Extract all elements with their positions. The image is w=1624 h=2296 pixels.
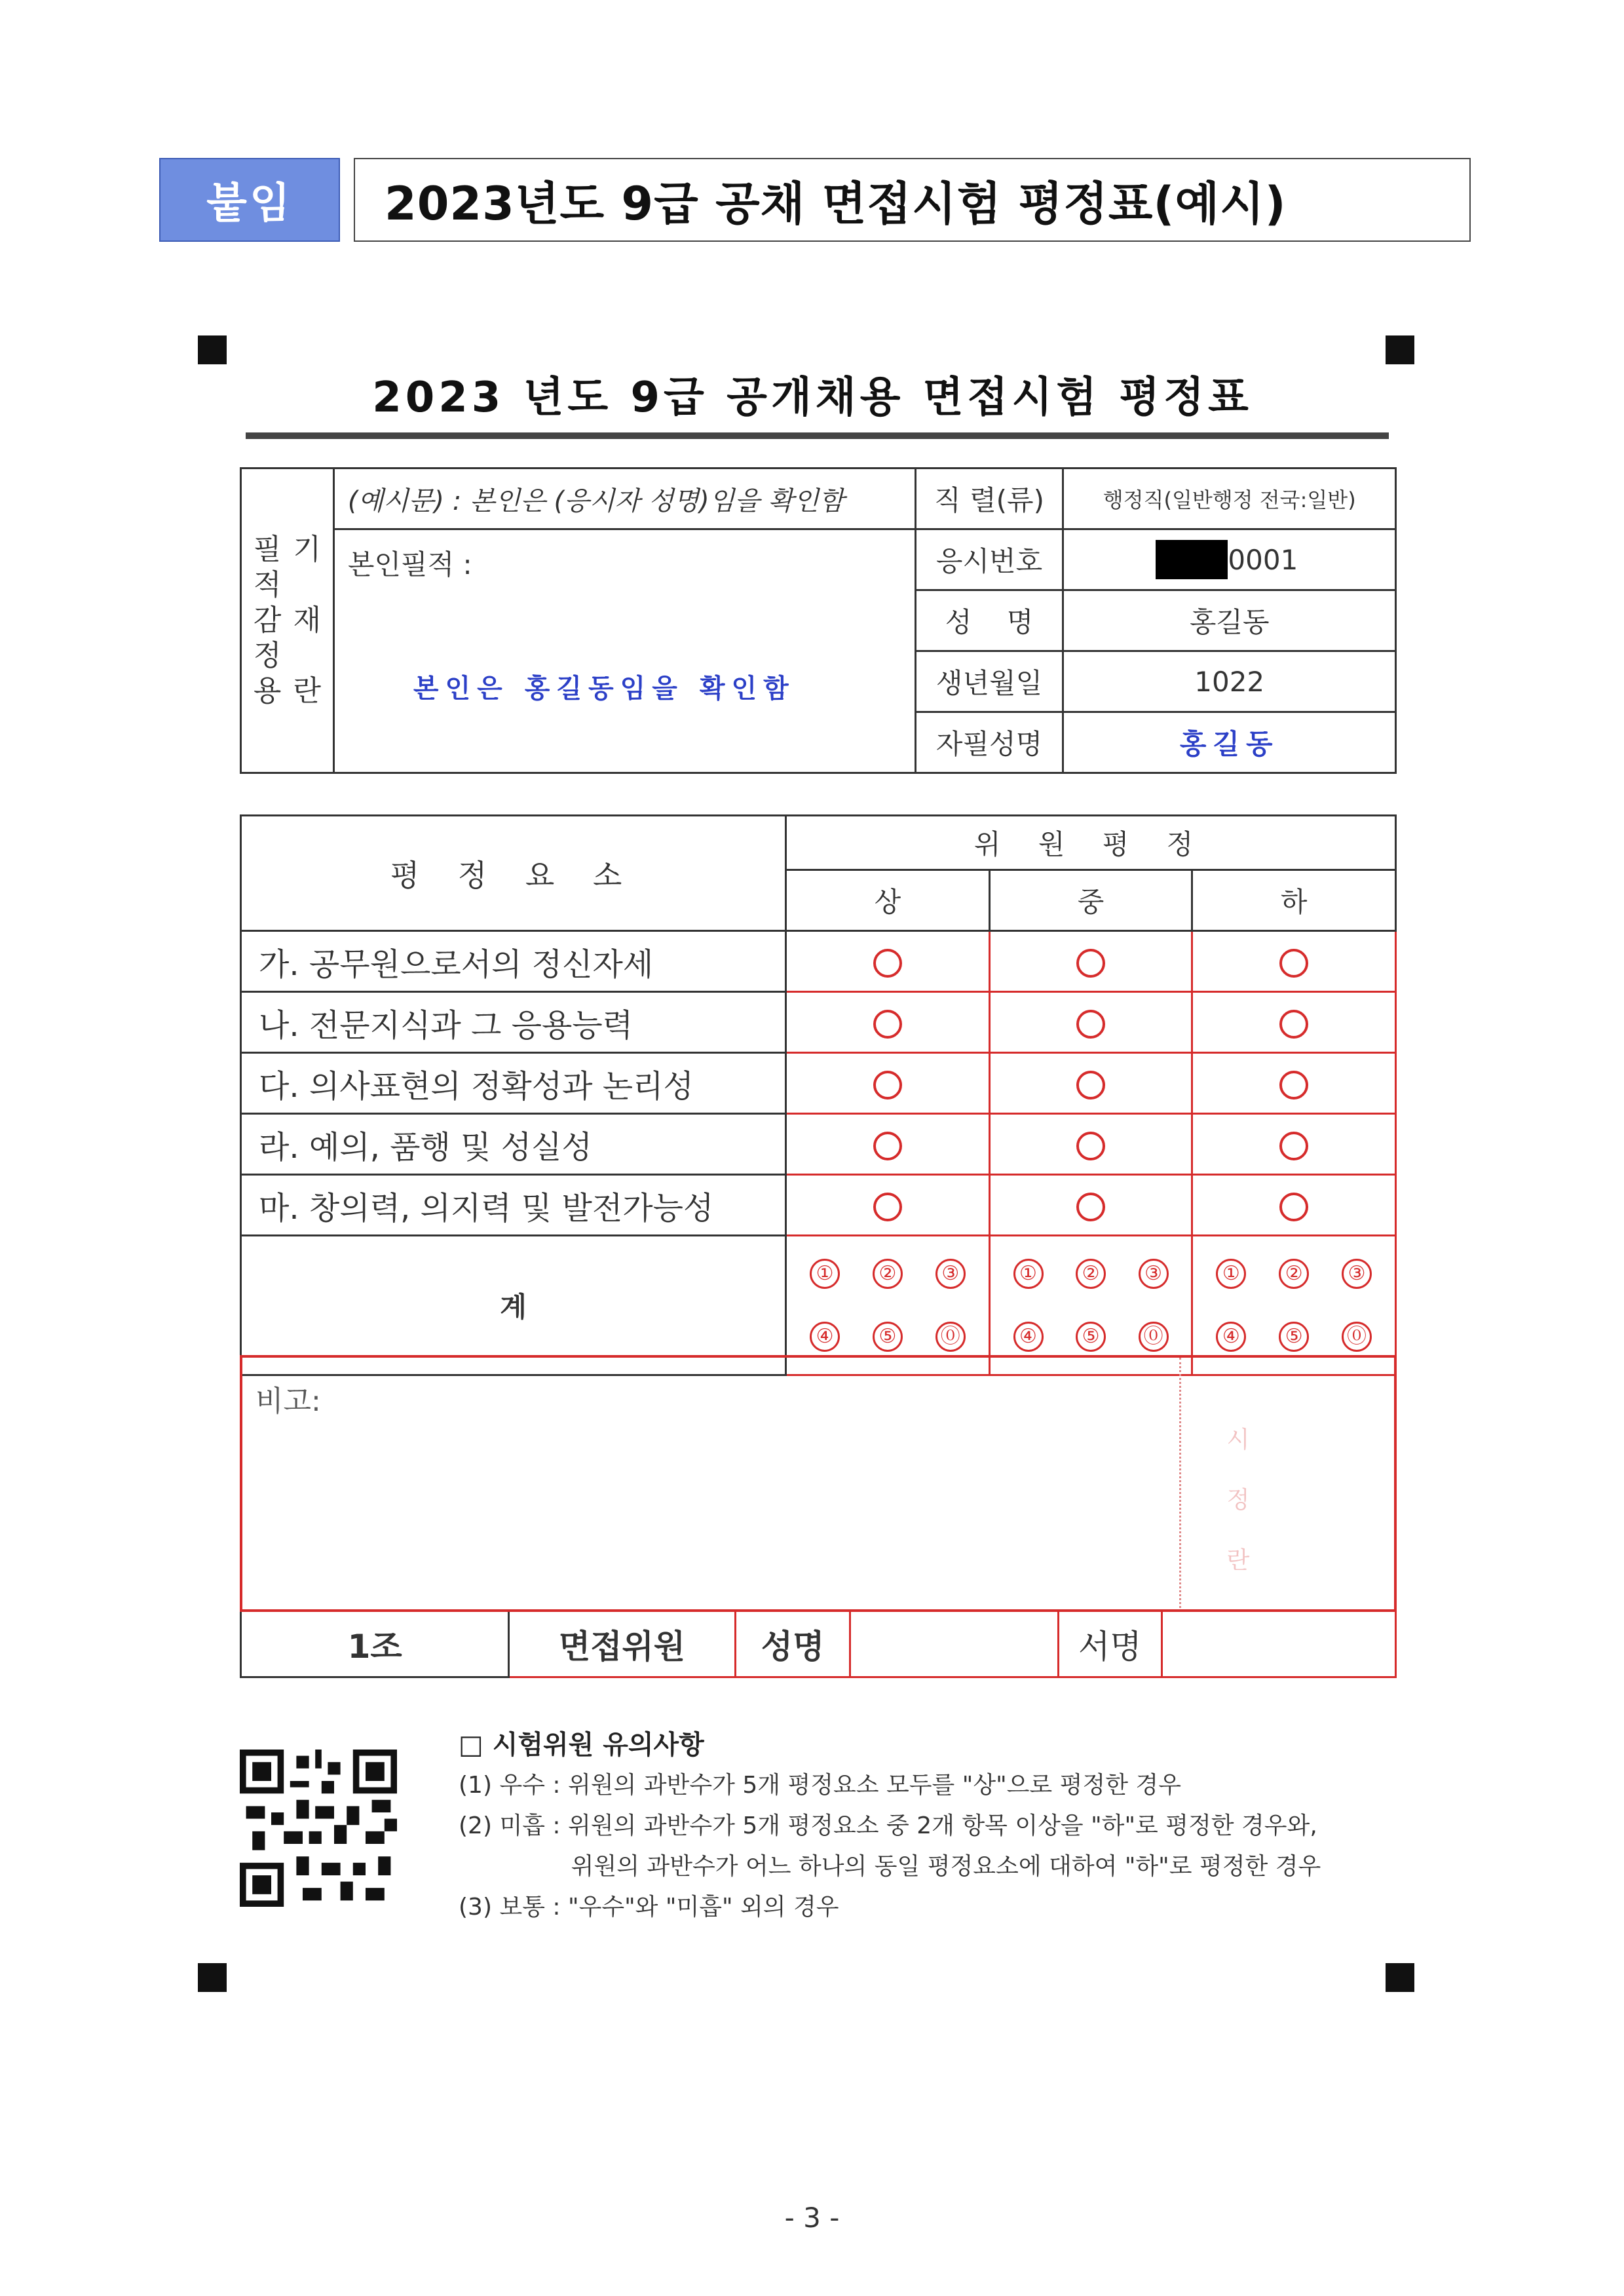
correction-char: 시 bbox=[1226, 1426, 1250, 1453]
count-mark[interactable]: ④ bbox=[810, 1322, 840, 1352]
correction-char: 란 bbox=[1226, 1547, 1250, 1574]
handwriting-area bbox=[333, 529, 915, 773]
notes-heading: □ 시험위원 유의사항 bbox=[459, 1730, 704, 1760]
eval-header: 평 정 요 소 bbox=[241, 816, 786, 931]
field-label: 성 명 bbox=[915, 590, 1063, 651]
grade-radio[interactable] bbox=[1192, 931, 1396, 992]
field-label: 자필성명 bbox=[915, 712, 1063, 773]
side-label-col1: 필 적 감 정 용 bbox=[253, 533, 282, 708]
form-title: 2023 년도 9급 공개채용 면접시험 평정표 bbox=[372, 373, 1253, 422]
count-mark[interactable]: ⓪ bbox=[1139, 1322, 1169, 1352]
grade-header: 상 bbox=[786, 870, 990, 931]
evaluation-table bbox=[240, 814, 1397, 1376]
grade-radio[interactable] bbox=[989, 1175, 1192, 1236]
grade-radio[interactable] bbox=[786, 992, 990, 1053]
grade-radio[interactable] bbox=[786, 1053, 990, 1114]
qr-code bbox=[240, 1750, 397, 1907]
side-label-col2: 기 재 란 bbox=[293, 533, 321, 708]
grade-radio[interactable] bbox=[989, 1053, 1192, 1114]
group-label: 1조 bbox=[241, 1611, 509, 1677]
count-mark[interactable]: ① bbox=[1013, 1259, 1044, 1289]
eval-item: 마. 창의력, 의지력 및 발전가능성 bbox=[241, 1175, 786, 1236]
corner-mark bbox=[198, 1963, 227, 1992]
eval-item: 나. 전문지식과 그 응용능력 bbox=[241, 992, 786, 1053]
remarks-box[interactable] bbox=[240, 1355, 1397, 1612]
attachment-badge: 붙임 bbox=[159, 158, 340, 242]
note-line: (3) 보통 : "우수"와 "미흡" 외의 경우 bbox=[459, 1894, 839, 1921]
committee-header: 위 원 평 정 bbox=[786, 816, 1396, 870]
field-value: 홍길동 bbox=[1063, 712, 1396, 773]
field-value: 홍길동 bbox=[1063, 590, 1396, 651]
correction-char: 정 bbox=[1226, 1487, 1250, 1514]
count-mark[interactable]: ⑤ bbox=[1279, 1322, 1309, 1352]
eval-item: 가. 공무원으로서의 정신자세 bbox=[241, 931, 786, 992]
eval-item: 라. 예의, 품행 및 성실성 bbox=[241, 1114, 786, 1175]
correction-column bbox=[1212, 1410, 1264, 1591]
corner-mark bbox=[198, 335, 227, 364]
count-mark[interactable]: ⑤ bbox=[1076, 1322, 1106, 1352]
title-underline bbox=[246, 432, 1389, 439]
total-label: 계 bbox=[241, 1236, 786, 1375]
field-label: 생년월일 bbox=[915, 651, 1063, 712]
field-label: 응시번호 bbox=[915, 529, 1063, 590]
grade-header: 중 bbox=[989, 870, 1192, 931]
grade-radio[interactable] bbox=[1192, 1175, 1396, 1236]
count-marks[interactable] bbox=[786, 1236, 990, 1375]
count-marks[interactable] bbox=[1192, 1236, 1396, 1375]
count-mark[interactable]: ② bbox=[1279, 1259, 1309, 1289]
count-mark[interactable]: ① bbox=[1216, 1259, 1246, 1289]
identity-table bbox=[240, 467, 1397, 774]
grade-radio[interactable] bbox=[1192, 992, 1396, 1053]
count-mark[interactable]: ① bbox=[810, 1259, 840, 1289]
eval-item: 다. 의사표현의 정확성과 논리성 bbox=[241, 1053, 786, 1114]
field-value: 행정직(일반행정 전국:일반) bbox=[1063, 469, 1396, 529]
count-mark[interactable]: ④ bbox=[1013, 1322, 1044, 1352]
sign-field[interactable] bbox=[1161, 1611, 1395, 1677]
count-mark[interactable]: ③ bbox=[1139, 1259, 1169, 1289]
grade-radio[interactable] bbox=[1192, 1053, 1396, 1114]
corner-mark bbox=[1386, 1963, 1414, 1992]
count-marks[interactable] bbox=[989, 1236, 1192, 1375]
name-label: 성명 bbox=[735, 1611, 850, 1677]
note-line: (2) 미흡 : 위원의 과반수가 5개 평정요소 중 2개 항목 이상을 "하"로 평정한 경우와, bbox=[459, 1812, 1317, 1839]
field-value: 1022 bbox=[1063, 651, 1396, 712]
handwriting-label: 본인필적 : bbox=[347, 548, 472, 581]
count-mark[interactable]: ③ bbox=[935, 1259, 966, 1289]
count-mark[interactable]: ② bbox=[873, 1259, 903, 1289]
side-label bbox=[241, 469, 334, 773]
page-title: 2023년도 9급 공채 면접시험 평정표(예시) bbox=[354, 158, 1471, 242]
notes-section bbox=[459, 1725, 1415, 1928]
remarks-label: 비고: bbox=[255, 1385, 321, 1418]
grade-radio[interactable] bbox=[989, 1114, 1192, 1175]
field-label: 직 렬(류) bbox=[915, 469, 1063, 529]
count-mark[interactable]: ③ bbox=[1342, 1259, 1372, 1289]
grade-radio[interactable] bbox=[989, 931, 1192, 992]
name-field[interactable] bbox=[850, 1611, 1058, 1677]
grade-radio[interactable] bbox=[786, 1114, 990, 1175]
count-mark[interactable]: ⓪ bbox=[935, 1322, 966, 1352]
count-mark[interactable]: ④ bbox=[1216, 1322, 1246, 1352]
sign-label: 서명 bbox=[1058, 1611, 1161, 1677]
signature-table bbox=[240, 1609, 1397, 1678]
exam-number: 0001 bbox=[1228, 543, 1298, 576]
corner-mark bbox=[1386, 335, 1414, 364]
grade-radio[interactable] bbox=[1192, 1114, 1396, 1175]
field-value bbox=[1063, 529, 1396, 590]
count-mark[interactable]: ② bbox=[1076, 1259, 1106, 1289]
note-line: (1) 우수 : 위원의 과반수가 5개 평정요소 모두를 "상"으로 평정한 경우 bbox=[459, 1772, 1181, 1799]
grade-header: 하 bbox=[1192, 870, 1396, 931]
grade-radio[interactable] bbox=[786, 1175, 990, 1236]
committee-label: 면접위원 bbox=[509, 1611, 735, 1677]
handwriting-signature: 본인은 홍길동임을 확인함 bbox=[413, 674, 795, 704]
page-number: - 3 - bbox=[784, 2202, 840, 2234]
remarks-divider bbox=[1179, 1358, 1181, 1612]
note-line: 위원의 과반수가 어느 하나의 동일 평정요소에 대하여 "하"로 평정한 경우 bbox=[459, 1853, 1321, 1880]
grade-radio[interactable] bbox=[786, 931, 990, 992]
count-mark[interactable]: ⑤ bbox=[873, 1322, 903, 1352]
example-text: (예시문) : 본인은 (응시자 성명)임을 확인함 bbox=[333, 469, 915, 529]
redaction-block bbox=[1156, 540, 1228, 579]
count-mark[interactable]: ⓪ bbox=[1342, 1322, 1372, 1352]
grade-radio[interactable] bbox=[989, 992, 1192, 1053]
